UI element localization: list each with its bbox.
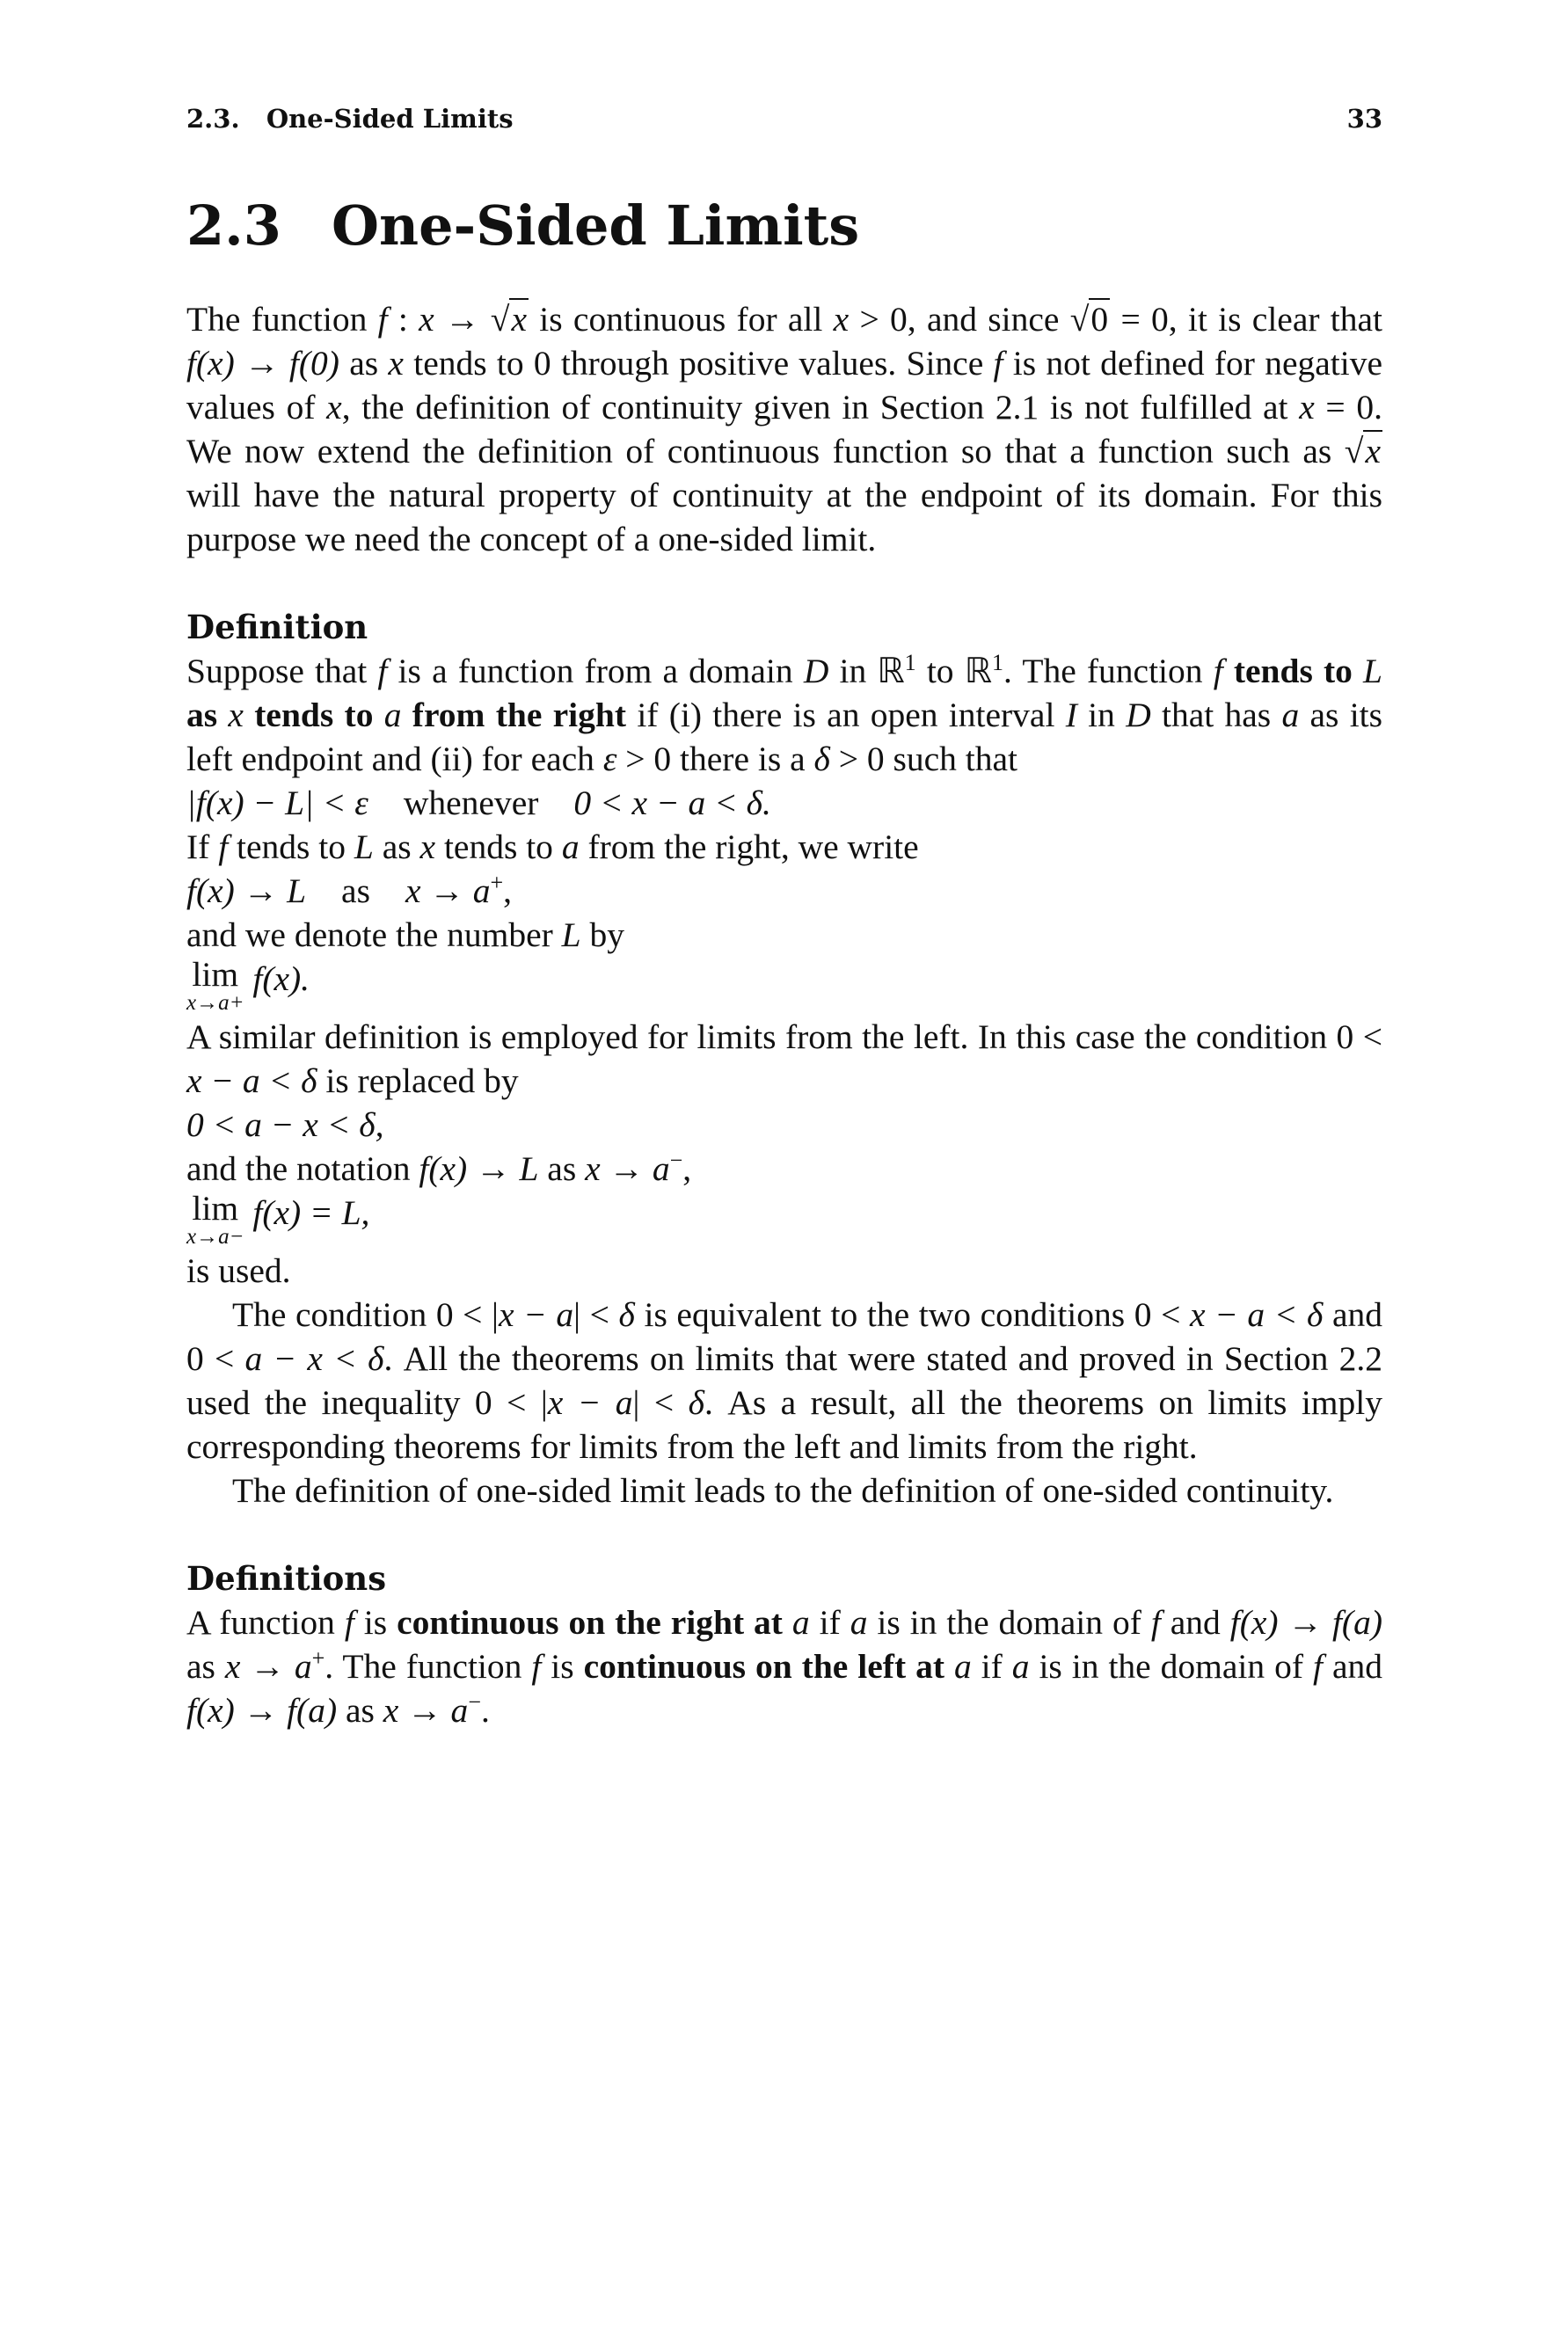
page-body — [186, 297, 1382, 1732]
definition-one-sided-continuity: A function f is continuous on the right at a if a is in the domain of f and f(x) → f(a) as x → a+. The function f is continuous on the left at a if a is in the domain of f and f(x) → f(a) as x → a−. — [186, 1603, 1382, 1730]
display-lim-right: lim x→a+ f(x). — [186, 955, 310, 1015]
definitions-heading: Definitions — [186, 1559, 387, 1598]
section-title — [186, 193, 859, 258]
paragraph-notation-left: and the notation f(x) → L as x → a−, — [186, 1147, 692, 1188]
sqrt-symbol: √x — [490, 300, 528, 339]
paragraph-left-limit: A similar definition is employed for limits from the left. In this case the condition 0 < x − a < δ is replaced by — [186, 1017, 1382, 1100]
sqrt-symbol: √0 — [1069, 300, 1109, 339]
lim-operator: lim x→a− — [186, 1189, 244, 1249]
paragraph-one-sided-continuity: The definition of one-sided limit leads to the definition of one-sided continuity. — [232, 1471, 1334, 1510]
running-head-title: 2.3. One-Sided Limits — [186, 104, 514, 134]
display-lim-left: lim x→a− f(x) = L, — [186, 1189, 370, 1249]
section-title-text: One-Sided Limits — [332, 193, 860, 258]
paragraph-notation-right: If f tends to L as x tends to a from the right, we write — [186, 827, 919, 866]
display-equation-epsilon-delta: |f(x) − L| < ε whenever 0 < x − a < δ. — [186, 784, 771, 822]
paragraph-is-used: is used. — [186, 1251, 291, 1290]
display-equation-left-condition: 0 < a − x < δ, — [186, 1105, 384, 1144]
display-equation-right-limit: f(x) → L as x → a+, — [186, 869, 513, 910]
lim-operator: lim x→a+ — [186, 955, 244, 1015]
page-number: 33 — [1346, 104, 1382, 134]
paragraph-equivalence: The condition 0 < |x − a| < δ is equivalent to the two conditions 0 < x − a < δ and 0 < a − x < δ. All the theorems on limits that were stated and proved in Section 2.2 used the inequality 0 < |x − a| < δ. As a result, all the theorems on limits imply corresponding theorems for limits from the left and limits from the right. — [186, 1295, 1383, 1466]
section-number: 2.3 — [186, 193, 281, 258]
definition-one-sided-right: Suppose that f is a function from a domain D in ℝ$^1$ to ℝ$^1$. The function f tends to L as x tends to a from the right if (i) there is an open interval I in D that has a as its left endpoint and (ii) for each ε > 0 there is a δ > 0 such that — [186, 649, 1383, 778]
sqrt-symbol: √x — [1344, 432, 1381, 470]
paragraph-denote: and we denote the number L by — [186, 915, 625, 954]
intro-paragraph: The function f : x → √x is continuous for all x > 0, and since √0 = 0, it is clear that f(x) → f(0) as x tends to 0 through positive values. Since f is not defined for negative values of x, the definition of continuity given in Section 2.1 is not fulfilled at x = 0. We now extend the definition of continuous function so that a function such as √x will have the natural property of continuity at the endpoint of its domain. For this purpose we need the concept of a one-sided limit. — [186, 297, 1382, 561]
definition-heading: Definition — [186, 608, 368, 646]
